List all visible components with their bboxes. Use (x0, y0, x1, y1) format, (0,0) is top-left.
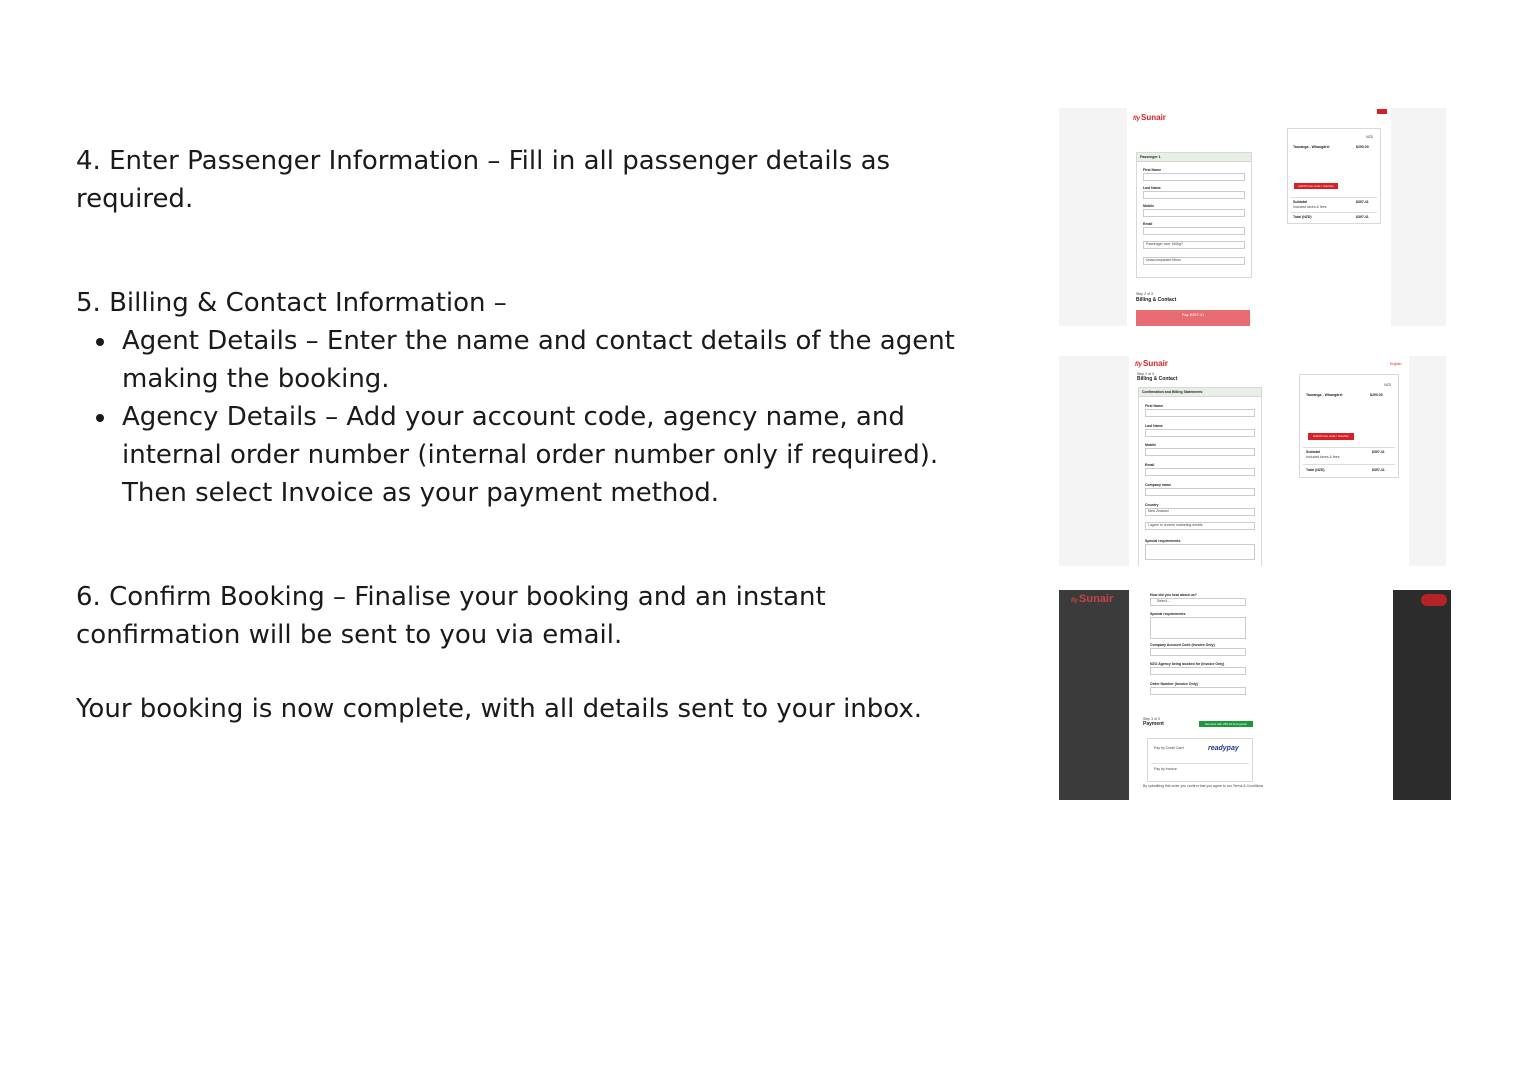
payment-options-panel (1147, 738, 1253, 782)
promo-button[interactable]: Add Promo code / Voucher (1308, 433, 1354, 440)
order-summary-panel: NZD Tauranga - Whangārei $290.00 Add Promo code / Voucher Subtotal $397.41 Included taxes & fees Total (NZD) $397.41 (1299, 374, 1399, 478)
sunair-logo: flySunair (1133, 113, 1166, 122)
pay-by-card-option[interactable]: Pay by Credit Card (1154, 746, 1184, 750)
step-5-list (76, 322, 976, 512)
passenger-panel: Passenger 1 First Name Last Name Mobile Email Passenger over 150kg? Unaccompanied Minor (1136, 152, 1252, 278)
step-6-text: 6. Confirm Booking – Finalise your booking and an instant confirmation will be sent to you via email. (76, 582, 826, 650)
readypay-logo: readypay (1208, 745, 1239, 752)
instructions-document (76, 142, 976, 728)
step-5-bullet-agency: Agency Details – Add your account code, agency name, and internal order number (internal order number only if required). Then select Invoice as your payment method. (122, 398, 976, 512)
terms-text: By submitting this order you confirm that you agree to our Terms & Conditions (1143, 784, 1264, 788)
passenger-info-screenshot: flySunair Passenger 1 First Name Last Name Mobile Email Passenger over 150kg? Unaccompanied Minor NZD Tauranga - Whangārei $290.00 Add Promo code / Voucher Subtotal $397.41 Included taxes & fees Total (NZD) $397.41 Step 2 of 3 Billing & Contact Pay $397.41 (1059, 108, 1446, 326)
step-5-bullet-agent: Agent Details – Enter the name and contact details of the agent making the booking. (122, 322, 976, 398)
pay-by-invoice-option[interactable]: Pay by Invoice (1154, 767, 1177, 771)
language-flag-icon (1377, 109, 1387, 114)
secure-badge: Secured with 256-bit Encryption (1199, 721, 1253, 727)
payment-screenshot: flySunair How did you hear about us? Select... Special requirements Company Account Code (Invoice Only) NZO Agency being booked for (Invoice Only) Order Number (Invoice Only) Step 3 of 3 Payment Secured with 256-bit Encryption Pay by Credit Card readypay Pay by Invoice By submitting this order you confirm that you agree to our Terms & Conditions (1059, 590, 1451, 800)
pay-button[interactable]: Pay $397.41 (1136, 310, 1250, 326)
billing-panel: Confirmation and Billing Statements First Name Last Name Mobile Email Company name Country New Zealand I agree to receive marketing emails Special requirements (1138, 387, 1262, 566)
order-summary-panel: NZD Tauranga - Whangārei $290.00 Add Promo code / Voucher Subtotal $397.41 Included taxes & fees Total (NZD) $397.41 (1287, 128, 1381, 224)
step-5-heading: 5. Billing & Contact Information – (76, 288, 507, 318)
promo-button[interactable]: Add Promo code / Voucher (1294, 183, 1338, 189)
step-4-text: 4. Enter Passenger Information – Fill in all passenger details as required. (76, 146, 891, 214)
billing-contact-screenshot: flySunair English Step 2 of 3 Billing & Contact Confirmation and Billing Statements First Name Last Name Mobile Email Company name Country New Zealand I agree to receive marketing emails Special requirements NZD Tauranga - Whangārei $290.00 Add Promo code / Voucher Subtotal $397.41 Included taxes & fees Total (NZD) $397.41 (1059, 356, 1446, 566)
closing-text: Your booking is now complete, with all details sent to your inbox. (76, 694, 923, 724)
sunair-logo: flySunair (1071, 593, 1114, 605)
sunair-logo: flySunair (1135, 359, 1168, 368)
